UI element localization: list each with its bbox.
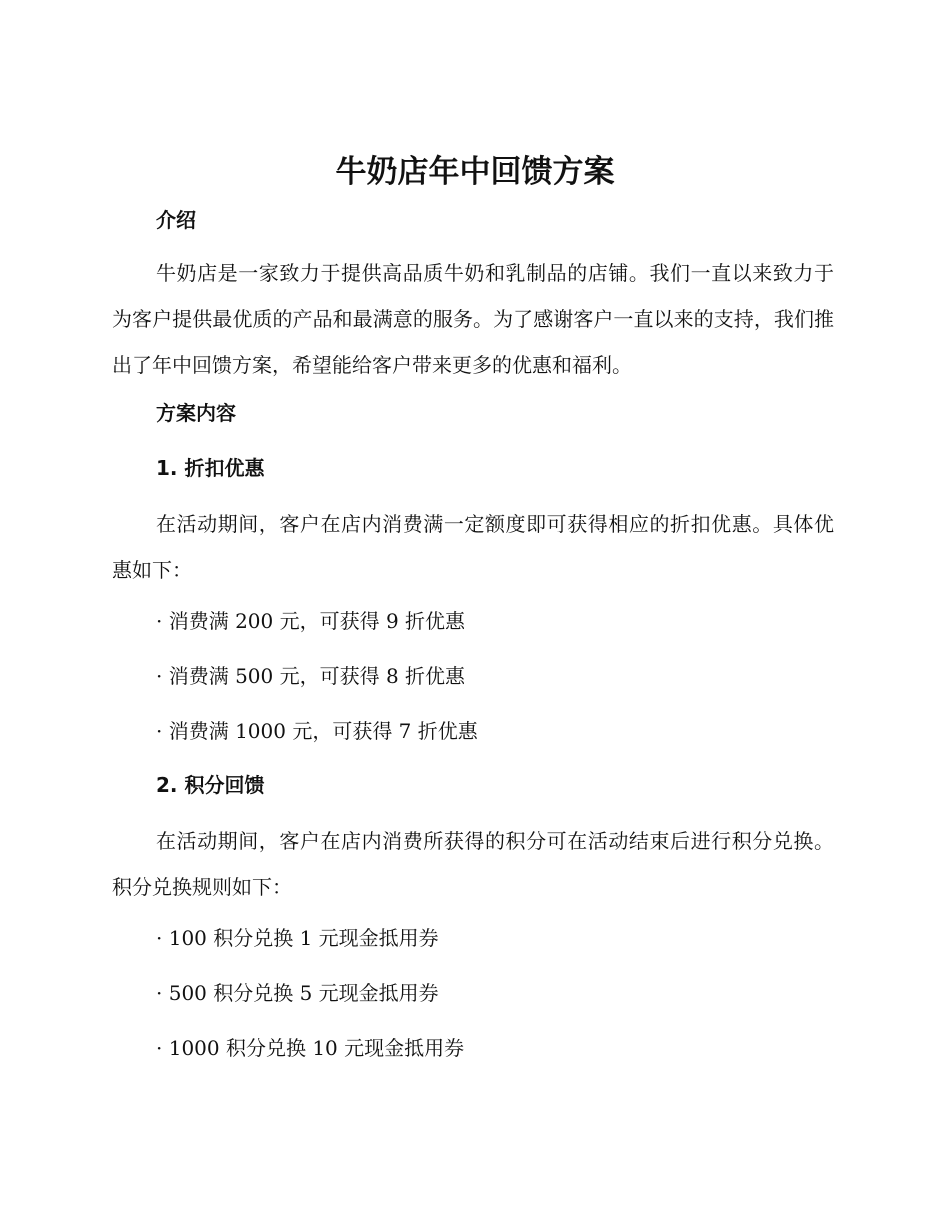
subheading-discount: 1. 折扣优惠 (156, 456, 265, 480)
points-paragraph: 在活动期间，客户在店内消费所获得的积分可在活动结束后进行积分兑换。积分兑换规则如下： (112, 829, 834, 899)
points-item: · 1000 积分兑换 10 元现金抵用券 (156, 1036, 465, 1060)
discount-paragraph: 在活动期间，客户在店内消费满一定额度即可获得相应的折扣优惠。具体优惠如下： (112, 512, 834, 582)
discount-item: · 消费满 1000 元，可获得 7 折优惠 (156, 719, 478, 743)
section-heading-intro: 介绍 (156, 208, 196, 232)
discount-item: · 消费满 500 元，可获得 8 折优惠 (156, 664, 466, 688)
subheading-points: 2. 积分回馈 (156, 773, 265, 797)
document-title: 牛奶店年中回馈方案 (335, 154, 615, 190)
section-heading-plan: 方案内容 (156, 401, 236, 425)
discount-item: · 消费满 200 元，可获得 9 折优惠 (156, 609, 466, 633)
points-item: · 100 积分兑换 1 元现金抵用券 (156, 926, 439, 950)
intro-paragraph: 牛奶店是一家致力于提供高品质牛奶和乳制品的店铺。我们一直以来致力于为客户提供最优质的产品和最满意的服务。为了感谢客户一直以来的支持，我们推出了年中回馈方案，希望能给客户带来更多的优惠和福利。 (112, 261, 834, 377)
points-item: · 500 积分兑换 5 元现金抵用券 (156, 981, 439, 1005)
